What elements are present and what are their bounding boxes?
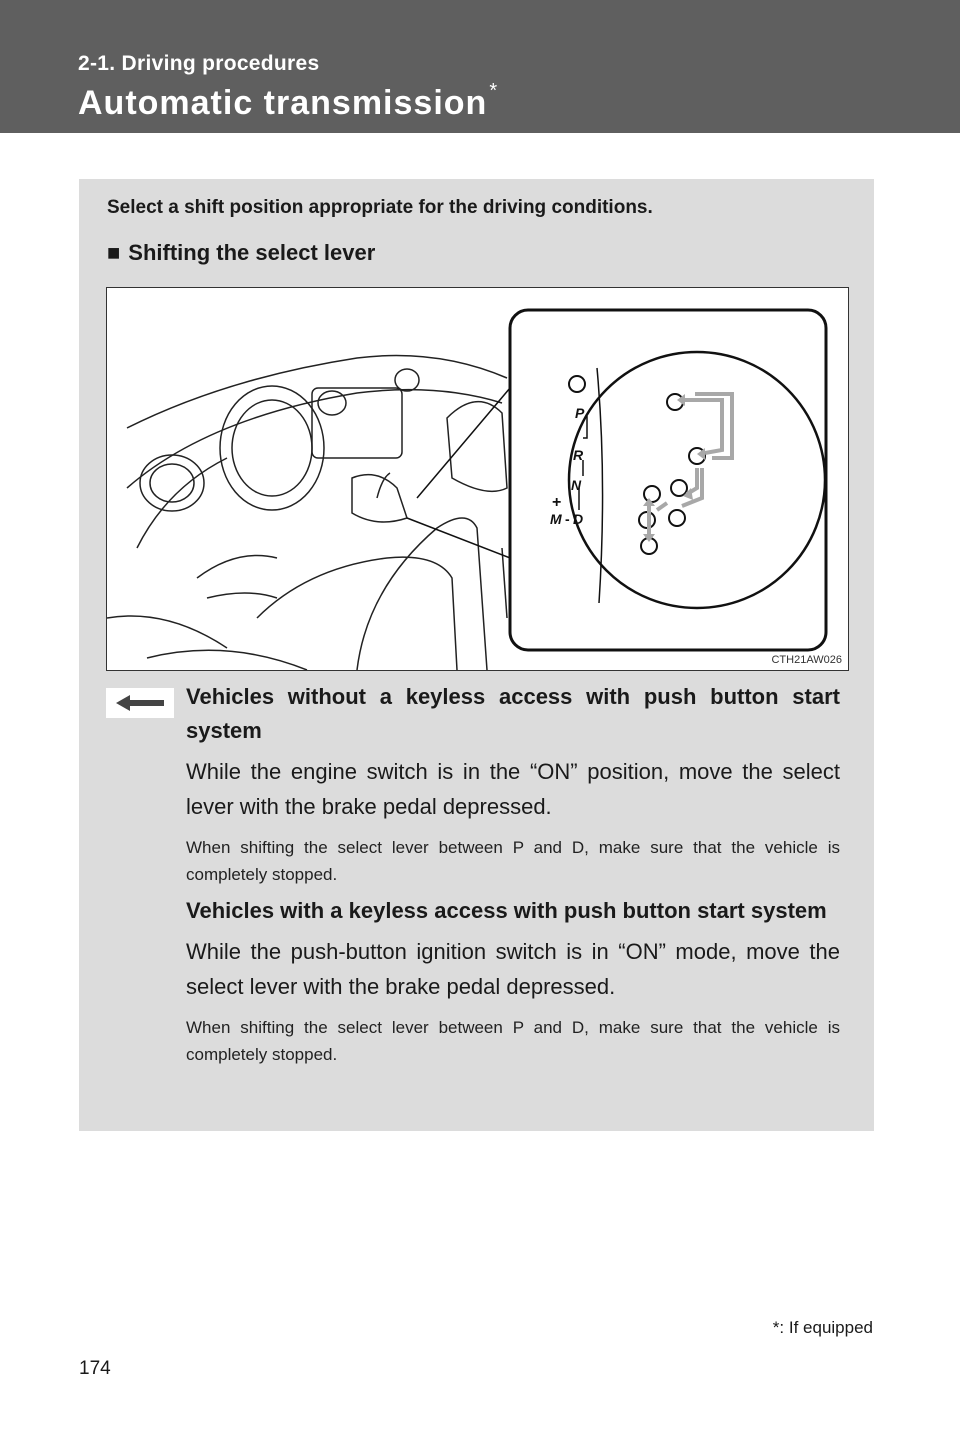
left-arrow-icon [106,688,174,718]
page-number: 174 [79,1358,111,1379]
arrow-chip [106,688,174,718]
gate-label-r: R [573,447,584,463]
block-body: While the engine switch is in the “ON” position, move the select lever with the brake pedal depressed. [186,759,840,819]
block-heading: Vehicles with a keyless access with push button start system [186,898,827,923]
gate-label-n: N [571,477,582,493]
shift-lock-button-icon [569,376,585,392]
subheading [107,240,375,266]
gate-label-minus: - [565,511,570,527]
callout-line-top [417,388,510,498]
callout-line-bottom [407,518,510,558]
section-label: 2-1. Driving procedures [78,52,320,75]
footnote: *: If equipped [772,1318,873,1337]
block-without-keyless [186,680,840,888]
gate-label-plus: + [552,494,562,511]
subheading-text: Shifting the select lever [128,240,376,265]
page-header [0,0,960,133]
block-heading: Vehicles without a keyless access with push button start system [186,684,840,743]
intro-text: Select a shift position appropriate for the driving conditions. [107,197,653,218]
page-title [78,80,499,123]
block-note: When shifting the select lever between P and D, make sure that the vehicle is completely stopped. [186,1018,840,1064]
block-body: While the push-button ignition switch is in “ON” mode, move the select lever with the brake pedal depressed. [186,939,840,999]
figure-code: CTH21AW026 [771,654,842,666]
gate-label-d: D [573,511,584,527]
car-interior-drawing [107,356,507,671]
block-note: When shifting the select lever between P and D, make sure that the vehicle is completely stopped. [186,838,840,884]
block-with-keyless [186,894,840,1068]
shift-lever-illustration [106,287,849,671]
title-asterisk: * [489,80,499,102]
illustration-drawing [107,288,848,670]
square-bullet-icon: ■ [107,240,121,265]
gate-label-p: P [575,405,585,421]
page-title-text: Automatic transmission [78,84,488,122]
gate-label-m: M [550,511,562,527]
